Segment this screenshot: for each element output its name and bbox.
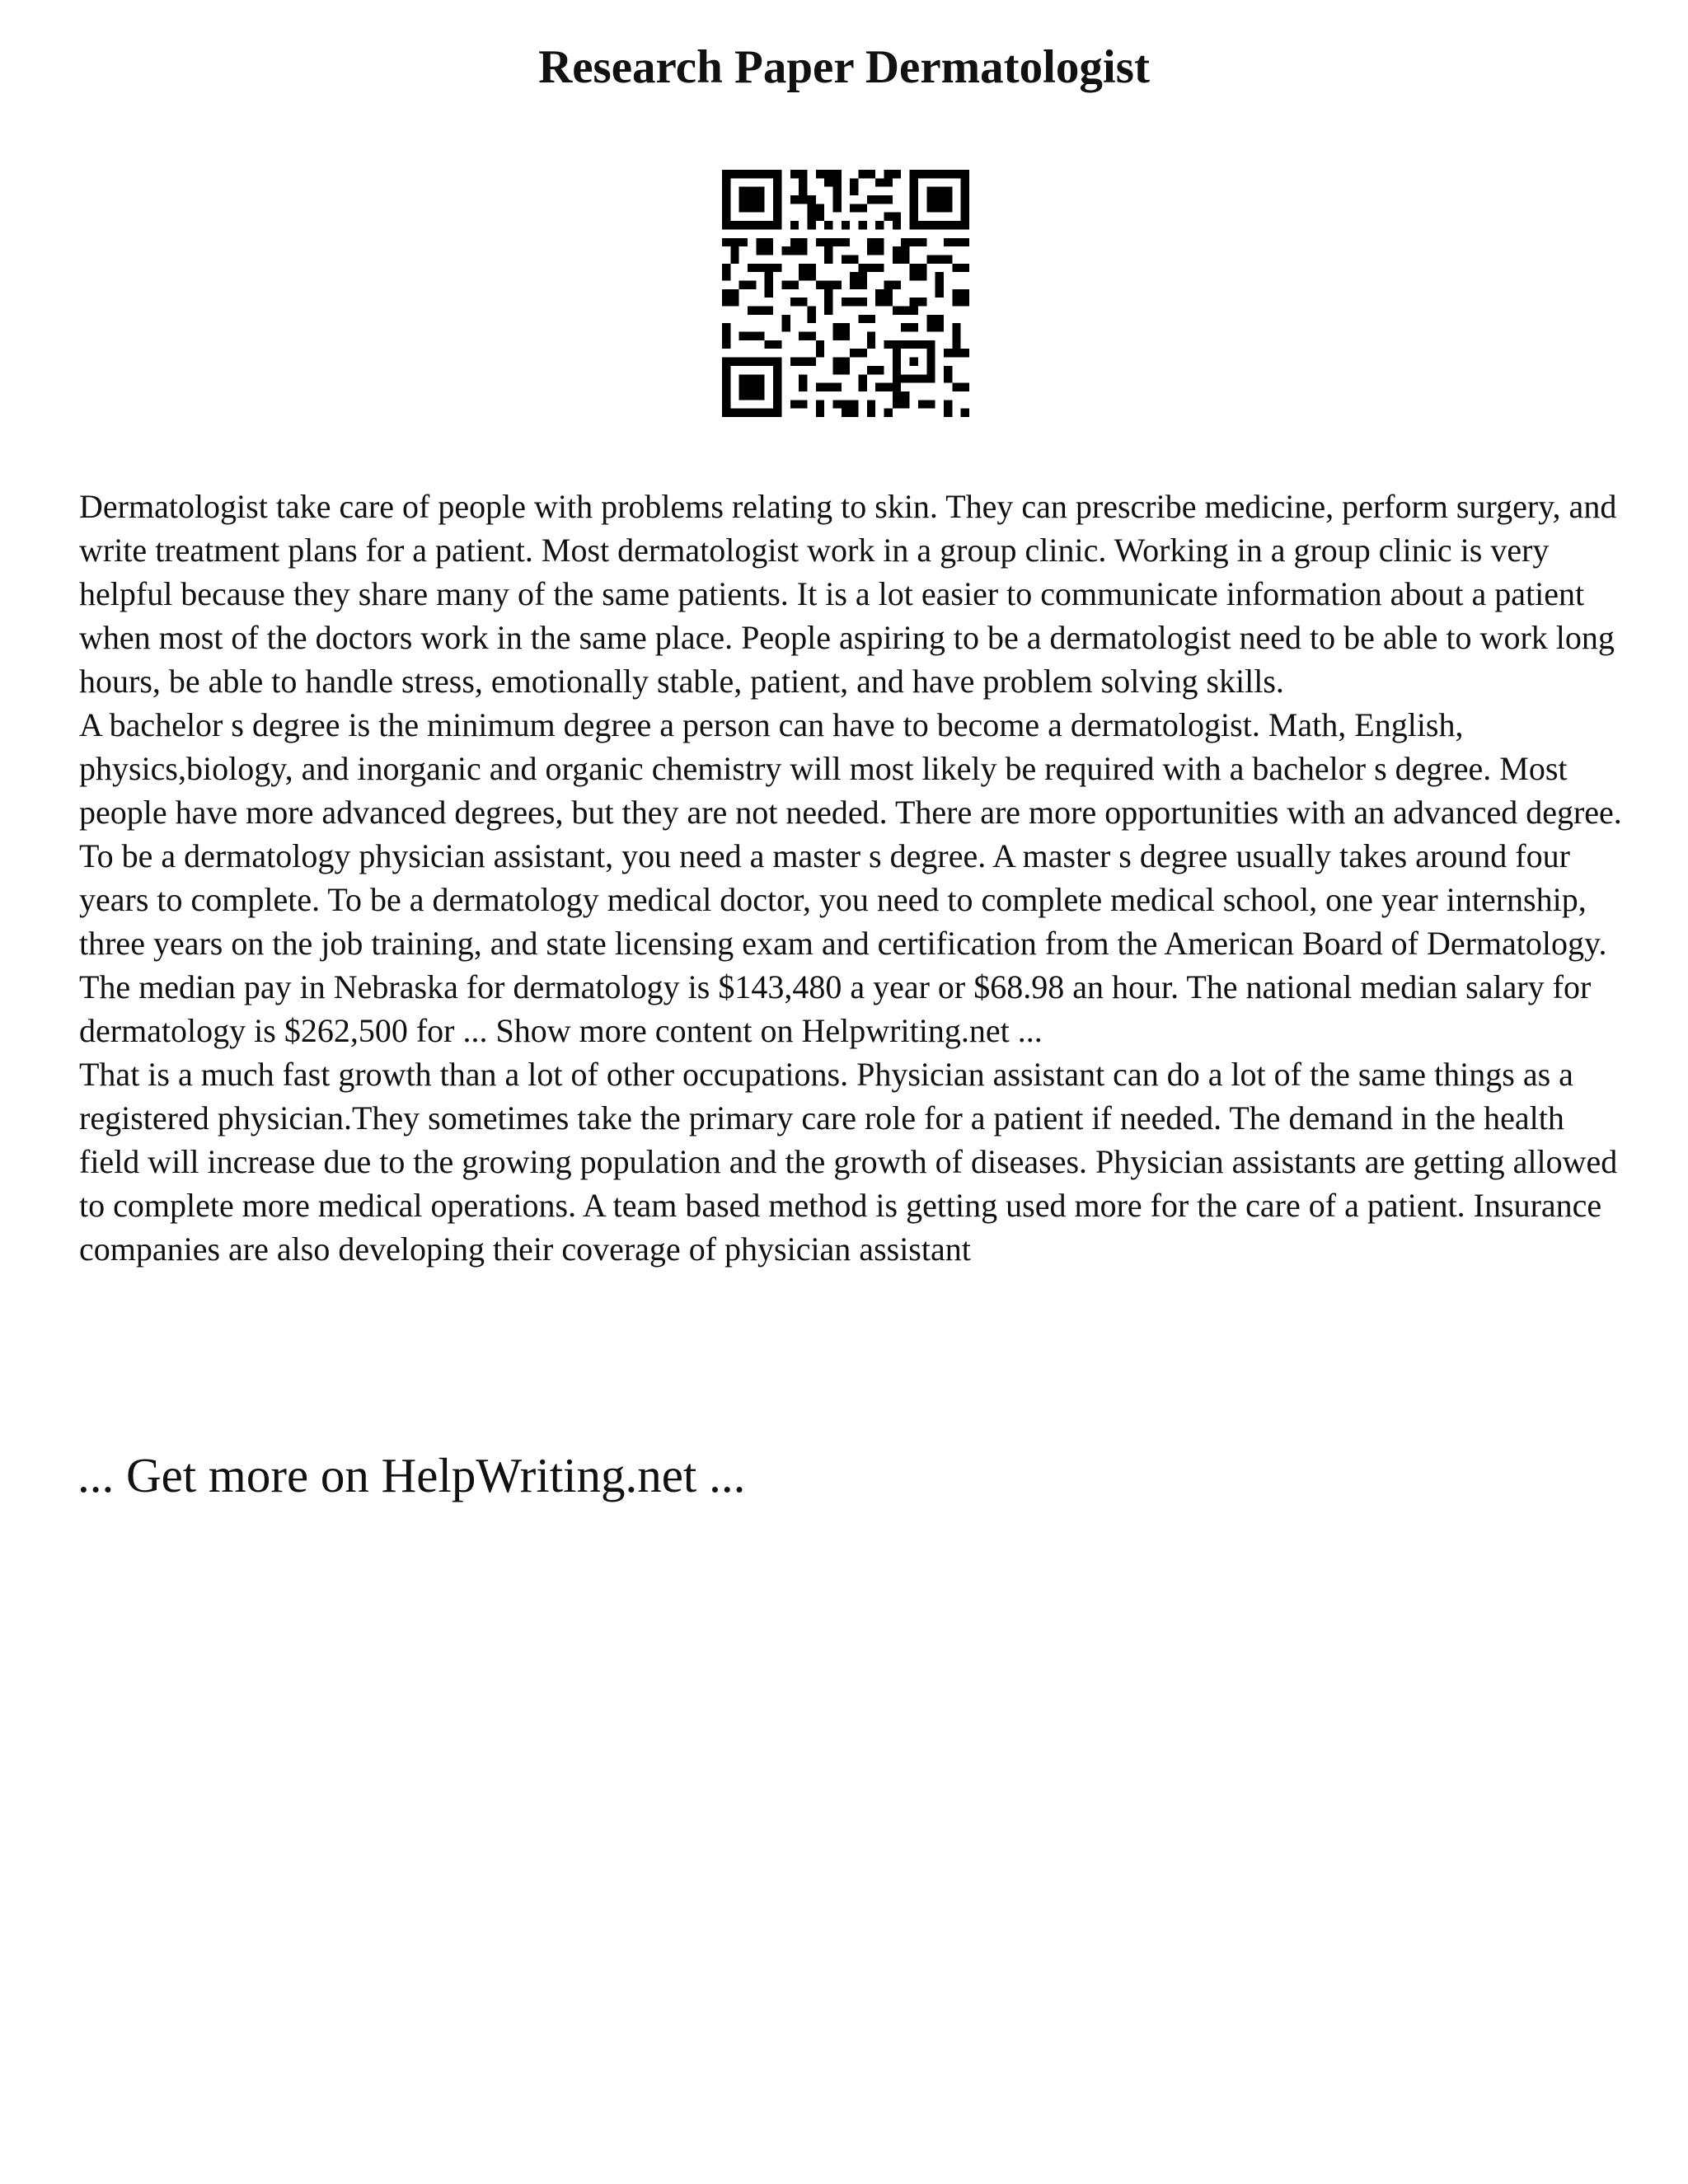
paragraph-salary: The median pay in Nebraska for dermatology is $143,480 a year or $68.98 an hour. The national median salary for dermatology is $262,500 for ... Show more content on Helpwriting.net ... bbox=[79, 968, 1592, 1049]
qr-code-icon bbox=[722, 170, 969, 417]
get-more-link[interactable]: ... Get more on HelpWriting.net ... bbox=[77, 1448, 746, 1502]
paragraph-overview: Dermatologist take care of people with problems relating to skin. They can prescribe medicine, perform surgery, and write treatment plans for a patient. Most dermatologist work in a group clinic. Working in a group clinic is very helpful because they share many of the same patients. It is a lot easier to communicate information about a patient when most of the doctors work in the same place. People aspiring to be a dermatologist need to be able to work long hours, be able to handle stress, emotionally stable, patient, and have problem solving skills. bbox=[79, 488, 1617, 700]
paragraph-growth: That is a much fast growth than a lot of other occupations. Physician assistant can do a lot of the same things as a registered physician.They sometimes take the primary care role for a patient if needed. The demand in the health field will increase due to the growing population and the growth of diseases. Physician assistants are getting allowed to complete more medical operations. A team based method is getting used more for the care of a patient. Insurance companies are also developing their coverage of physician assistant bbox=[79, 1056, 1618, 1268]
paragraph-education: A bachelor s degree is the minimum degree a person can have to become a dermatologist. Math, English, physics,biology, and inorganic and organic chemistry will most likely be required with a bachelor s degree. Most people have more advanced degrees, but they are not needed. There are more opportunities with an advanced degree. To be a dermatology physician assistant, you need a master s degree. A master s degree usually takes around four years to complete. To be a dermatology medical doctor, you need to complete medical school, one year internship, three years on the job training, and state licensing exam and certification from the American Board of Dermatology. bbox=[79, 706, 1622, 962]
article-body bbox=[79, 485, 1629, 1271]
page-title: Research Paper Dermatologist bbox=[538, 41, 1150, 93]
